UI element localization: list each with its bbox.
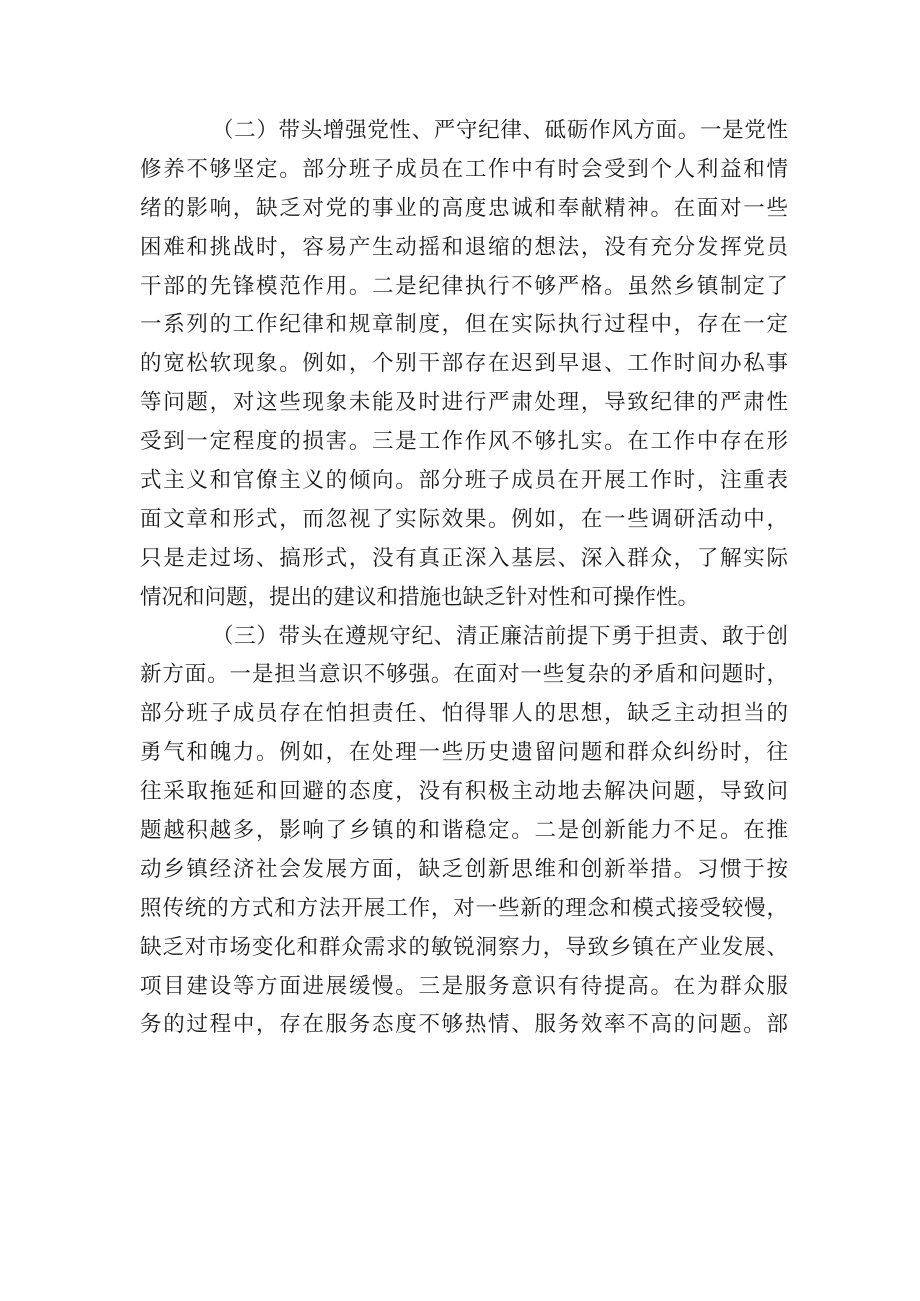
text-line: 绪的影响，缺乏对党的事业的高度忠诚和奉献精神。在面对一些 — [140, 195, 788, 221]
text-line: 受到一定程度的损害。三是工作作风不够扎实。在工作中存在形 — [140, 429, 788, 455]
text-line: 干部的先锋模范作用。二是纪律执行不够严格。虽然乡镇制定了 — [140, 273, 788, 299]
text-line: 动乡镇经济社会发展方面，缺乏创新思维和创新举措。习惯于按 — [140, 856, 788, 882]
text-line: 困难和挑战时，容易产生动摇和退缩的想法，没有充分发挥党员 — [140, 234, 788, 260]
text-line: 项目建设等方面进展缓慢。三是服务意识有待提高。在为群众服 — [140, 973, 788, 999]
text-line: 务的过程中，存在服务态度不够热情、服务效率不高的问题。部 — [140, 1012, 788, 1038]
text-line: 往采取拖延和回避的态度，没有积极主动地去解决问题，导致问 — [140, 779, 788, 805]
document-body — [140, 112, 788, 1045]
text-line: 面文章和形式，而忽视了实际效果。例如，在一些调研活动中， — [140, 506, 788, 532]
text-line: （二）带头增强党性、严守纪律、砥砺作风方面。一是党性 — [212, 118, 788, 143]
text-line: 题越积越多，影响了乡镇的和谐稳定。二是创新能力不足。在推 — [140, 818, 788, 844]
text-line: 情况和问题，提出的建议和措施也缺乏针对性和可操作性。 — [140, 584, 700, 610]
text-line: 的宽松软现象。例如，个别干部存在迟到早退、工作时间办私事 — [140, 351, 788, 377]
text-line: 缺乏对市场变化和群众需求的敏锐洞察力，导致乡镇在产业发展、 — [140, 934, 788, 960]
paragraph-section-2 — [140, 112, 788, 618]
text-line: 一系列的工作纪律和规章制度，但在实际执行过程中，存在一定 — [140, 312, 788, 338]
text-line: （三）带头在遵规守纪、清正廉洁前提下勇于担责、敢于创 — [212, 623, 788, 649]
text-line: 部分班子成员存在怕担责任、怕得罪人的思想，缺乏主动担当的 — [140, 701, 788, 727]
text-line: 等问题，对这些现象未能及时进行严肃处理，导致纪律的严肃性 — [140, 390, 788, 416]
text-line: 新方面。一是担当意识不够强。在面对一些复杂的矛盾和问题时， — [140, 662, 788, 688]
text-line: 式主义和官僚主义的倾向。部分班子成员在开展工作时，注重表 — [140, 468, 788, 494]
text-line: 勇气和魄力。例如，在处理一些历史遗留问题和群众纠纷时，往 — [140, 740, 788, 766]
text-line: 修养不够坚定。部分班子成员在工作中有时会受到个人利益和情 — [140, 156, 788, 182]
text-line: 只是走过场、搞形式，没有真正深入基层、深入群众，了解实际 — [140, 545, 788, 571]
text-line: 照传统的方式和方法开展工作，对一些新的理念和模式接受较慢， — [140, 895, 788, 921]
paragraph-section-3 — [140, 618, 788, 1046]
